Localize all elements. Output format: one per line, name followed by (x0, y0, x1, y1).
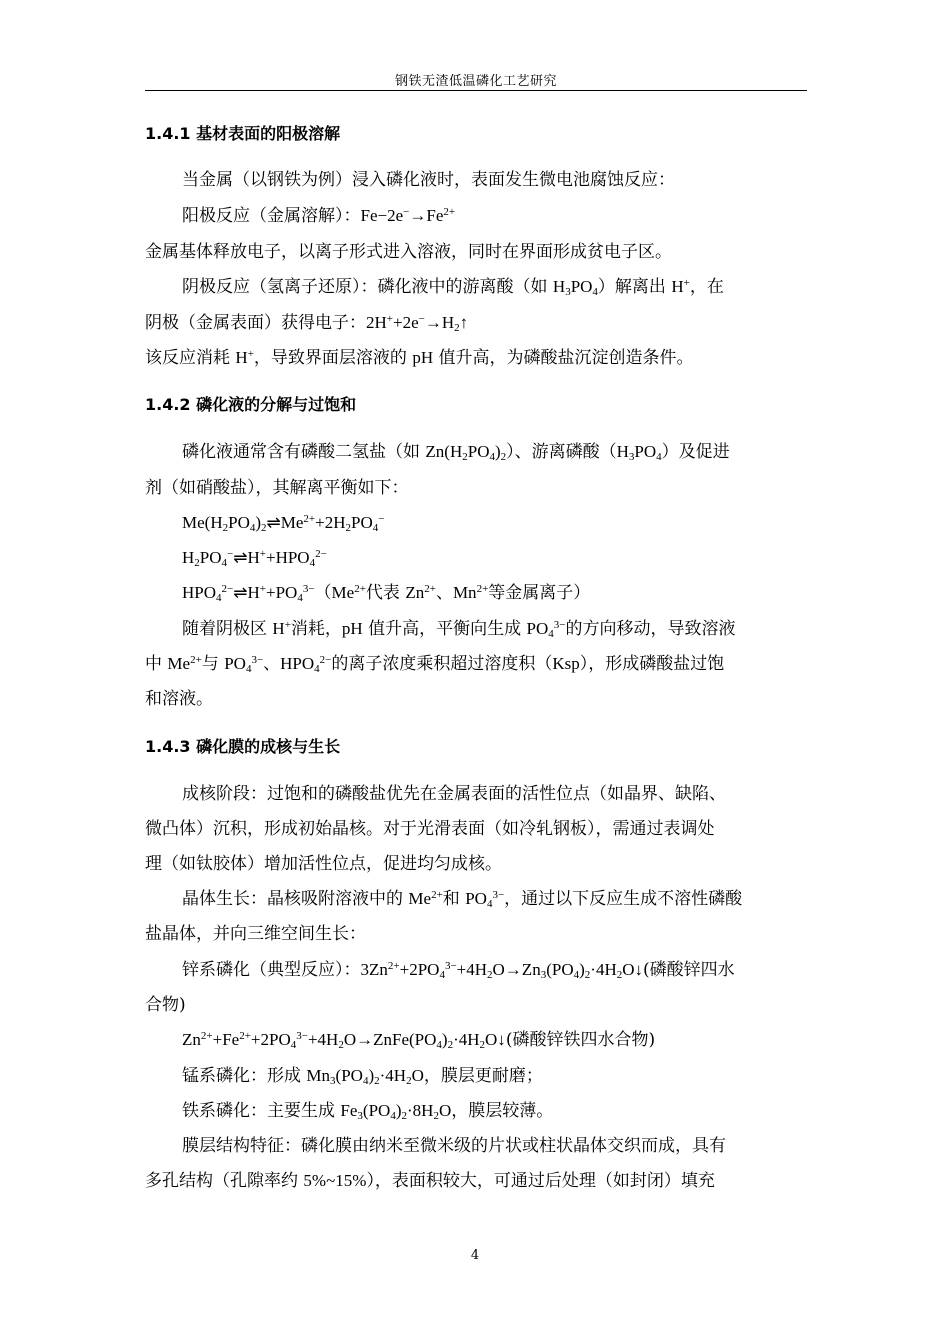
paragraph-line: 该反应消耗 H+，导致界面层溶液的 pH 值升高，为磷酸盐沉淀创造条件。 (145, 348, 694, 368)
paragraph-line: 阴极反应（氢离子还原）：磷化液中的游离酸（如 $H_3PO_4$）解离出 H+，在 (182, 277, 724, 298)
equilibrium-equation-3: $HPO_4^{2-}\rightleftharpoons H^++PO_4^{3-}(Me^{2+}$代表 $Zn^{2+}$、$Mn^{2+}$等金属离子） (182, 583, 591, 604)
zinc-iron-equation-line: $Zn^{2+}+Fe^{2+}+2PO_4^{3-}+4H_2O\to ZnFe(PO_4)_2\cdot 4H_2O↓$(磷酸锌铁四水合物) (182, 1030, 656, 1051)
running-header: 钢铁无渣低温磷化工艺研究 (394, 74, 557, 89)
paragraph-line: 膜层结构特征：磷化膜由纳米至微米级的片状或柱状晶体交织而成，具有 (182, 1136, 726, 1156)
paragraph-line: 微凸体）沉积，形成初始晶核。对于光滑表面（如冷轧钢板），需通过表调处 (145, 819, 715, 839)
paragraph-line: 多孔结构（孔隙率约 5%~15%），表面积较大，可通过后处理（如封闭）填充 (145, 1171, 715, 1191)
section-heading-1-4-2: 1.4.2 磷化液的分解与过饱和 (145, 395, 357, 414)
paragraph-line: 剂（如硝酸盐），其解离平衡如下： (145, 478, 409, 498)
paragraph-line: 和溶液。 (145, 689, 213, 709)
cathode-equation: $2H^++2e^-\to H_2↑$ (366, 313, 469, 334)
section-heading-1-4-3: 1.4.3 磷化膜的成核与生长 (145, 737, 341, 756)
anode-reaction-line: 阳极反应（金属溶解）：$Fe-2e^-\to Fe^{2+}$ (182, 206, 456, 226)
paragraph-line: 盐晶体，并向三维空间生长： (145, 924, 366, 944)
paragraph-line: 理（如钛胶体）增加活性位点，促进均匀成核。 (145, 854, 502, 874)
paragraph-line: 晶体生长：晶核吸附溶液中的 $Me^{2+}$和 $PO_4^{3-}$，通过以下反应生成不溶性磷酸 (182, 889, 743, 910)
page-number: 4 (470, 1248, 480, 1263)
iron-phosphating-line: 铁系磷化：主要生成 $Fe_3(PO_4)_2\cdot 8H_2O$，膜层较薄。 (182, 1101, 554, 1122)
zinc-phosphating-line: 锌系磷化（典型反应）：$3Zn^{2+}+2PO_4^{3-}+4H_2O\to Zn_3(PO_4)_2\cdot 4H_2O↓$(磷酸锌四水 (182, 960, 735, 981)
paragraph-line: 中 $Me^{2+}$与 $PO_4^{3-}$、$HPO_4^{2-}$的离子浓度乘积超过溶度积（Ksp），形成磷酸盐过饱 (145, 654, 725, 675)
paragraph-line: 当金属（以钢铁为例）浸入磷化液时，表面发生微电池腐蚀反应： (182, 170, 675, 190)
equilibrium-equation-1: $Me(H_2PO_4)_2\rightleftharpoons Me^{2+}+2H_2PO_4^-$ (182, 513, 385, 534)
paragraph-line: 合物) (145, 995, 186, 1015)
paragraph-line: 金属基体释放电子，以离子形式进入溶液，同时在界面形成贫电子区。 (145, 242, 672, 262)
paragraph-line: 成核阶段：过饱和的磷酸盐优先在金属表面的活性位点（如晶界、缺陷、 (182, 784, 726, 804)
paragraph-line: 磷化液通常含有磷酸二氢盐（如 $Zn(H_2PO_4)_2$）、游离磷酸$(H_3PO_4)$及促进 (182, 442, 730, 463)
manganese-phosphating-line: 锰系磷化：形成 $Mn_3(PO_4)_2\cdot 4H_2O$，膜层更耐磨； (182, 1066, 543, 1087)
paragraph-line: 随着阴极区 H+消耗，pH 值升高，平衡向生成 $PO_4^{3-}$的方向移动，导致溶液 (182, 619, 736, 640)
equilibrium-equation-2: $H_2PO_4^-\rightleftharpoons H^++HPO_4^{2-}$ (182, 548, 327, 569)
anode-equation: $Fe-2e^-\to Fe^{2+}$ (360, 206, 456, 225)
section-heading-1-4-1: 1.4.1 基材表面的阳极溶解 (145, 124, 341, 143)
cathode-reaction-line: 阴极（金属表面）获得电子：$2H^++2e^-\to H_2↑$ (145, 313, 469, 334)
header-rule (145, 90, 807, 91)
